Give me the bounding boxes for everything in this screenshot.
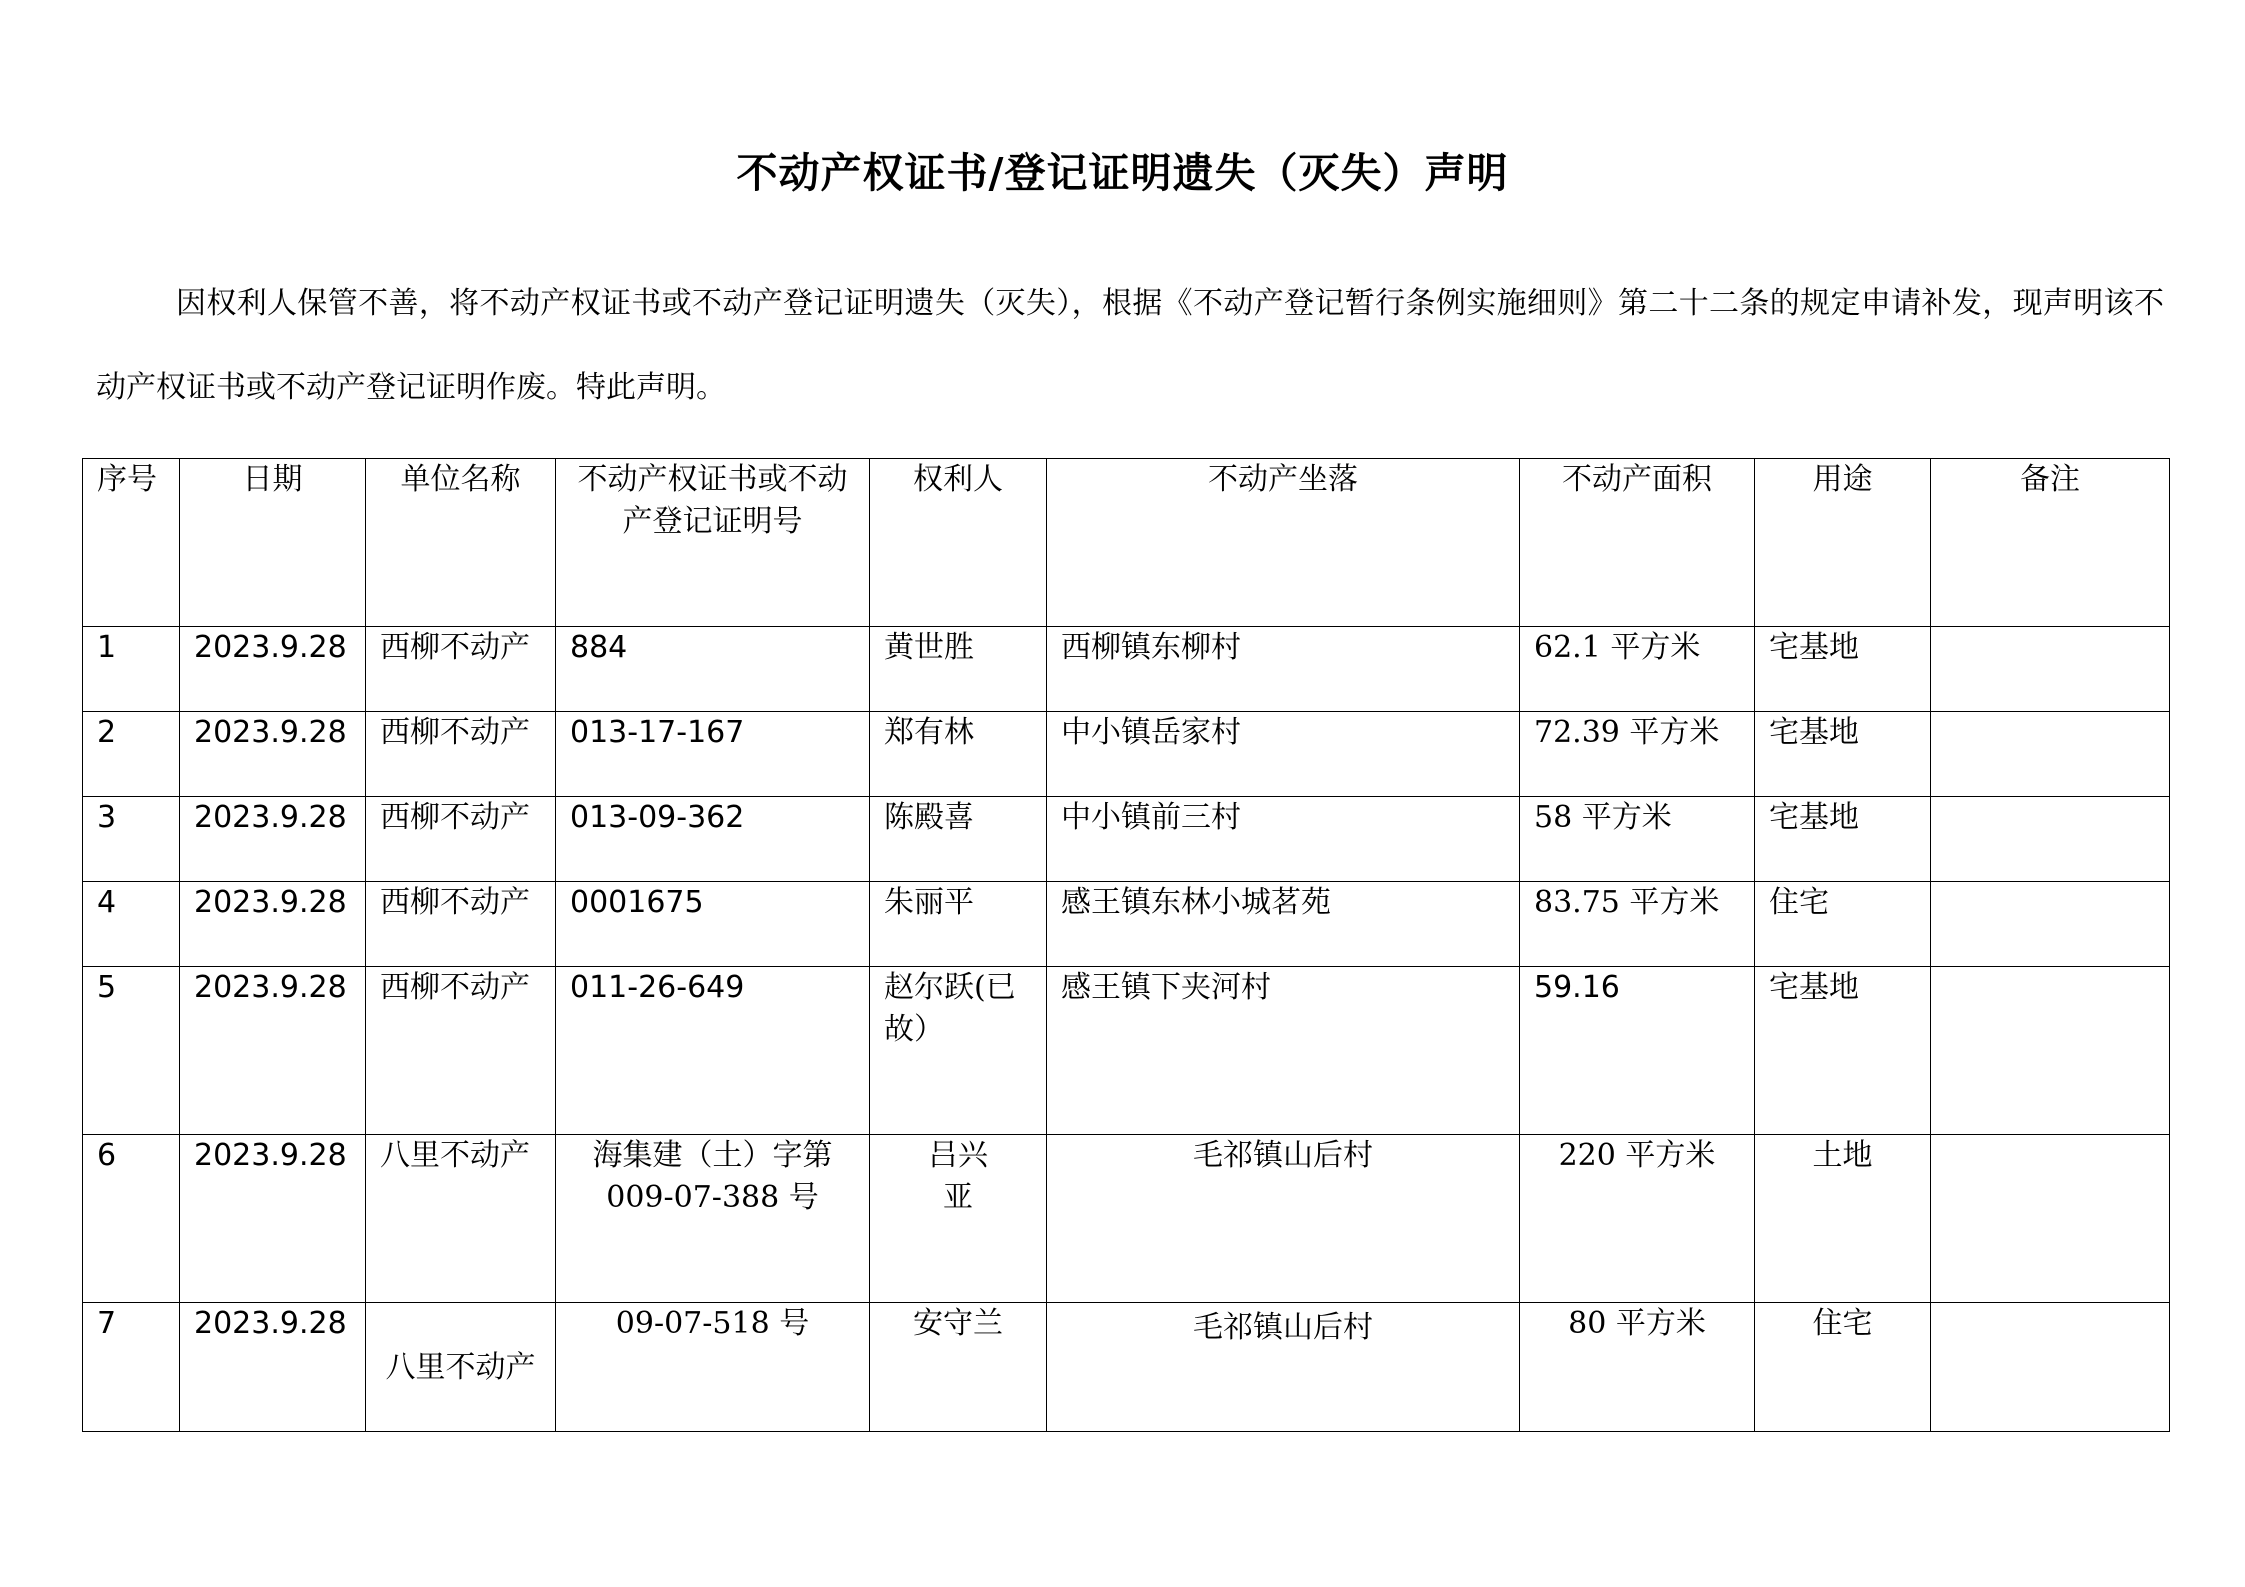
cell-no: 2 bbox=[83, 712, 180, 797]
cell-area: 58 平方米 bbox=[1520, 797, 1755, 882]
cell-use: 宅基地 bbox=[1755, 797, 1931, 882]
cell-cert: 011-26-649 bbox=[556, 967, 870, 1135]
table-row bbox=[83, 967, 2170, 1135]
cell-use: 宅基地 bbox=[1755, 627, 1931, 712]
table-row bbox=[83, 712, 2170, 797]
header-cell: 用途 bbox=[1755, 459, 1931, 627]
cell-unit: 西柳不动产 bbox=[366, 712, 556, 797]
loss-declaration-table bbox=[82, 458, 2170, 1432]
header-cell: 不动产面积 bbox=[1520, 459, 1755, 627]
cell-owner: 黄世胜 bbox=[870, 627, 1047, 712]
cell-area: 80 平方米 bbox=[1520, 1303, 1755, 1432]
table-header-row bbox=[83, 459, 2170, 627]
cell-location: 中小镇岳家村 bbox=[1047, 712, 1520, 797]
cell-cert: 013-17-167 bbox=[556, 712, 870, 797]
header-cell: 日期 bbox=[180, 459, 366, 627]
cell-use: 土地 bbox=[1755, 1135, 1931, 1303]
cell-date: 2023.9.28 bbox=[180, 882, 366, 967]
cell-area: 62.1 平方米 bbox=[1520, 627, 1755, 712]
page-title: 不动产权证书/登记证明遗失（灭失）声明 bbox=[736, 149, 1509, 197]
cell-unit: 西柳不动产 bbox=[366, 967, 556, 1135]
cell-note bbox=[1931, 712, 2170, 797]
statement-paragraph: 因权利人保管不善，将不动产权证书或不动产登记证明遗失（灭失），根据《不动产登记暂行条例实施细则》第二十二条的规定申请补发，现声明该不动产权证书或不动产登记证明作废。特此声明。 bbox=[96, 286, 2164, 405]
table-row bbox=[83, 627, 2170, 712]
cell-area: 59.16 bbox=[1520, 967, 1755, 1135]
cell-location: 感王镇下夹河村 bbox=[1047, 967, 1520, 1135]
cell-no: 4 bbox=[83, 882, 180, 967]
cell-note bbox=[1931, 797, 2170, 882]
cell-note bbox=[1931, 967, 2170, 1135]
cell-area: 83.75 平方米 bbox=[1520, 882, 1755, 967]
cell-unit: 八里不动产 bbox=[366, 1303, 556, 1432]
cell-location: 西柳镇东柳村 bbox=[1047, 627, 1520, 712]
table-row bbox=[83, 1135, 2170, 1303]
cell-owner: 吕兴亚 bbox=[870, 1135, 1047, 1303]
cell-owner: 赵尔跃(已故） bbox=[870, 967, 1047, 1135]
cell-no: 5 bbox=[83, 967, 180, 1135]
cell-cert: 884 bbox=[556, 627, 870, 712]
header-cell: 备注 bbox=[1931, 459, 2170, 627]
cell-unit: 西柳不动产 bbox=[366, 797, 556, 882]
cell-cert: 0001675 bbox=[556, 882, 870, 967]
cell-owner: 陈殿喜 bbox=[870, 797, 1047, 882]
cell-note bbox=[1931, 882, 2170, 967]
cell-no: 6 bbox=[83, 1135, 180, 1303]
cell-date: 2023.9.28 bbox=[180, 1135, 366, 1303]
cell-area: 220 平方米 bbox=[1520, 1135, 1755, 1303]
cell-date: 2023.9.28 bbox=[180, 627, 366, 712]
cell-area: 72.39 平方米 bbox=[1520, 712, 1755, 797]
cell-note bbox=[1931, 1303, 2170, 1432]
cell-use: 宅基地 bbox=[1755, 967, 1931, 1135]
cell-date: 2023.9.28 bbox=[180, 967, 366, 1135]
table-row bbox=[83, 1303, 2170, 1432]
cell-location: 感王镇东林小城茗苑 bbox=[1047, 882, 1520, 967]
cell-date: 2023.9.28 bbox=[180, 797, 366, 882]
header-cell: 权利人 bbox=[870, 459, 1047, 627]
cell-location: 毛祁镇山后村 bbox=[1047, 1135, 1520, 1303]
cell-owner: 朱丽平 bbox=[870, 882, 1047, 967]
cell-unit: 西柳不动产 bbox=[366, 627, 556, 712]
cell-no: 7 bbox=[83, 1303, 180, 1432]
cell-cert: 013-09-362 bbox=[556, 797, 870, 882]
cell-cert: 09-07-518 号 bbox=[556, 1303, 870, 1432]
cell-owner: 郑有林 bbox=[870, 712, 1047, 797]
cell-cert: 海集建（土）字第009-07-388 号 bbox=[556, 1135, 870, 1303]
header-cell: 单位名称 bbox=[366, 459, 556, 627]
header-cell: 序号 bbox=[83, 459, 180, 627]
cell-unit: 西柳不动产 bbox=[366, 882, 556, 967]
cell-location: 中小镇前三村 bbox=[1047, 797, 1520, 882]
table-row bbox=[83, 797, 2170, 882]
cell-note bbox=[1931, 1135, 2170, 1303]
cell-location: 毛祁镇山后村 bbox=[1047, 1303, 1520, 1432]
cell-owner: 安守兰 bbox=[870, 1303, 1047, 1432]
cell-unit: 八里不动产 bbox=[366, 1135, 556, 1303]
table-row bbox=[83, 882, 2170, 967]
cell-no: 1 bbox=[83, 627, 180, 712]
cell-no: 3 bbox=[83, 797, 180, 882]
cell-use: 宅基地 bbox=[1755, 712, 1931, 797]
cell-date: 2023.9.28 bbox=[180, 1303, 366, 1432]
cell-use: 住宅 bbox=[1755, 1303, 1931, 1432]
cell-note bbox=[1931, 627, 2170, 712]
cell-use: 住宅 bbox=[1755, 882, 1931, 967]
cell-date: 2023.9.28 bbox=[180, 712, 366, 797]
header-cell: 不动产坐落 bbox=[1047, 459, 1520, 627]
header-cell: 不动产权证书或不动产登记证明号 bbox=[556, 459, 870, 627]
